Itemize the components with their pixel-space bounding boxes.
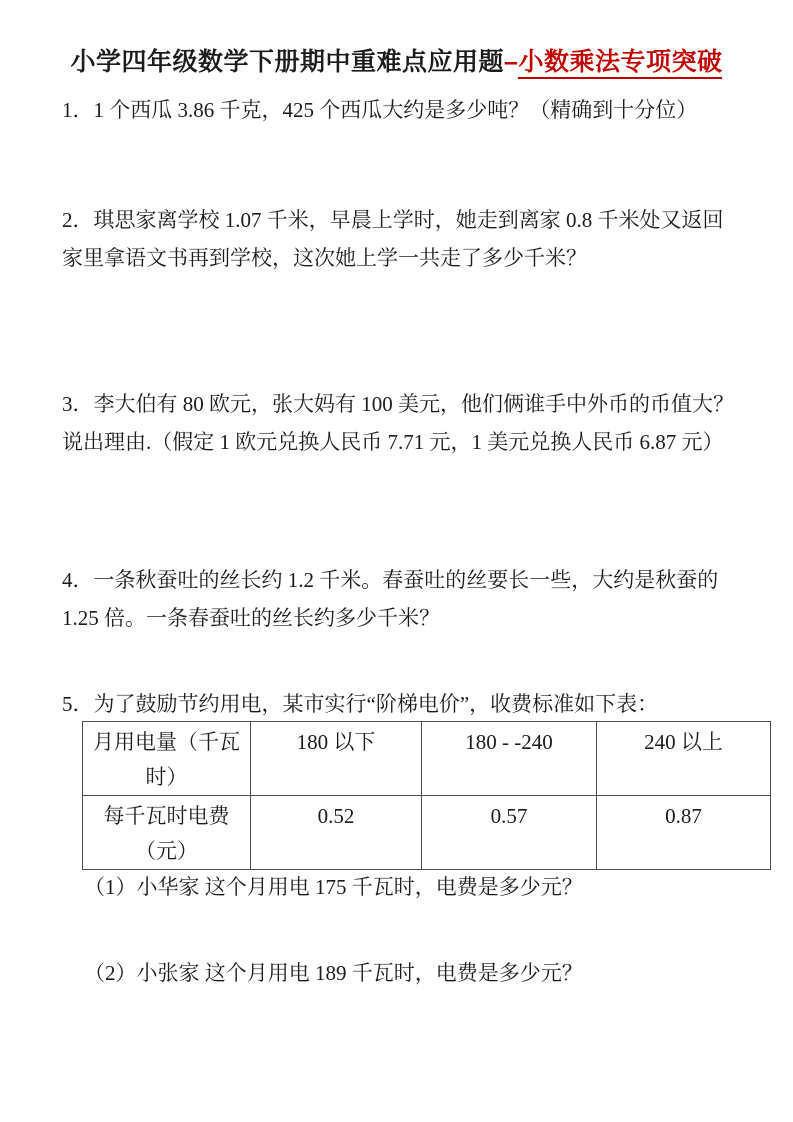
question-2: 2．琪思家离学校 1.07 千米，早晨上学时，她走到离家 0.8 千米处又返回 家里拿语文书再到学校，这次她上学一共走了多少千米？ xyxy=(62,208,724,270)
usage-tier2-cell: 180 - -240 xyxy=(422,722,597,796)
price-label-cell: 每千瓦时电费 （元） xyxy=(83,796,251,870)
electricity-price-table xyxy=(82,721,771,870)
table-row-usage xyxy=(83,722,771,796)
title-main-text: 小学四年级数学下册期中重难点应用题 xyxy=(70,48,505,76)
question-1: 1．1 个西瓜 3.86 千克，425 个西瓜大约是多少吨？（精确到十分位） xyxy=(62,98,698,122)
price-tier1-cell: 0.52 xyxy=(251,796,422,870)
usage-tier3-cell: 240 以上 xyxy=(597,722,771,796)
price-tier2-cell: 0.57 xyxy=(422,796,597,870)
title-highlight-text: 小数乘法专项突破 xyxy=(518,48,722,79)
title-dash: – xyxy=(504,48,519,76)
question-5-sub-1: （1）小华家 这个月用电 175 千瓦时，电费是多少元？ xyxy=(84,875,583,899)
table-row-price xyxy=(83,796,771,870)
question-4: 4．一条秋蚕吐的丝长约 1.2 千米。春蚕吐的丝要长一些，大约是秋蚕的 1.25 倍。一条春蚕吐的丝长约多少千米？ xyxy=(62,568,719,630)
question-5-intro: 5．为了鼓励节约用电，某市实行“阶梯电价”，收费标准如下表： xyxy=(62,692,659,716)
question-5-sub-2: （2）小张家 这个月用电 189 千瓦时，电费是多少元？ xyxy=(84,961,583,985)
price-tier3-cell: 0.87 xyxy=(597,796,771,870)
question-3: 3．李大伯有 80 欧元，张大妈有 100 美元，他们俩谁手中外币的币值大？ 说出理由.（假定 1 欧元兑换人民币 7.71 元，1 美元兑换人民币 6.87 元） xyxy=(62,392,734,454)
usage-tier1-cell: 180 以下 xyxy=(251,722,422,796)
usage-label-cell: 月用电量（千瓦 时） xyxy=(83,722,251,796)
page-title xyxy=(0,46,793,79)
